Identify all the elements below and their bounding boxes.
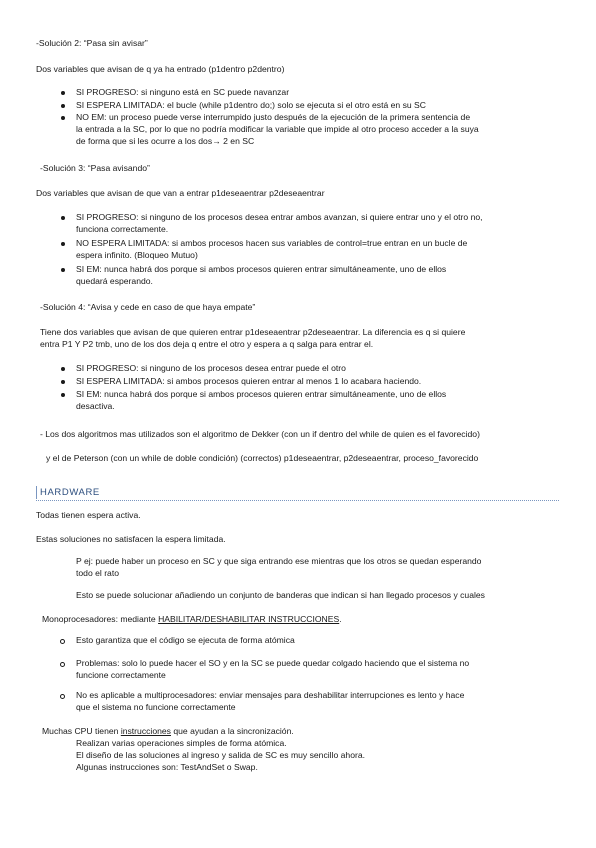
sol4-intro-1: Tiene dos variables que avisan de que quieren entrar p1deseaentrar p2deseaentrar. La diferencia es q si quiere <box>40 327 466 337</box>
hw-circle-1: Esto garantiza que el código se ejecuta de forma atómica <box>76 635 295 645</box>
algos-line-2: y el de Peterson (con un while de doble condición) (correctos) p1deseaentrar, p2deseaentrar, proceso_favorecido <box>46 453 479 463</box>
bullet-dot <box>61 268 65 272</box>
hw-cpu-prefix: Muchas CPU tienen <box>42 726 121 736</box>
heading-text: HARDWARE <box>40 487 100 498</box>
circle-bullet <box>60 662 65 667</box>
hw-mono-prefix: Monoprocesadores: mediante <box>42 614 159 624</box>
hw-mono <box>42 614 342 625</box>
hw-cpu-line-1: Realizan varias operaciones simples de forma atómica. <box>76 738 287 748</box>
sol3-bullet-1-cont: funciona correctamente. <box>76 224 169 234</box>
circle-bullet <box>60 639 65 644</box>
hw-cpu-underlined: instrucciones <box>120 726 171 736</box>
sol2-bullet-3-cont2: de forma que si les ocurre a los dos→ 2 en SC <box>76 136 255 146</box>
hw-mono-underlined: HABILITAR/DESHABILITAR INSTRUCCIONES <box>158 614 340 624</box>
hw-mono-suffix: . <box>339 614 342 624</box>
sol2-bullet-2: SI ESPERA LIMITADA: el bucle (while p1dentro do;) solo se ejecuta si el otro está en su SC <box>76 100 426 110</box>
sol4-bullet-2: SI ESPERA LIMITADA: si ambos procesos quieren entrar al menos 1 lo acabara haciendo. <box>76 376 422 386</box>
hw-cpu-suffix: que ayudan a la sincronización. <box>170 726 294 736</box>
hw-circle-3: No es aplicable a multiprocesadores: enviar mensajes para deshabilitar interrupciones es lento y hace <box>76 690 465 700</box>
hw-indent-1-cont: todo el rato <box>76 568 119 578</box>
hw-p2: Estas soluciones no satisfacen la espera limitada. <box>36 534 226 544</box>
sol4-bullet-3-cont: desactiva. <box>76 401 115 411</box>
sol3-intro: Dos variables que avisan de que van a entrar p1deseaentrar p2deseaentrar <box>36 188 325 198</box>
bullet-dot <box>61 104 65 108</box>
sol4-bullet-1: SI PROGRESO: si ninguno de los procesos desea entrar puede el otro <box>76 363 346 373</box>
sol2-bullet-1: SI PROGRESO: si ninguno está en SC puede navanzar <box>76 87 290 97</box>
bullet-dot <box>61 367 65 371</box>
sol3-bullet-3: SI EM: nunca habrá dos porque si ambos procesos quieren entrar simultáneamente, uno de ellos <box>76 264 447 274</box>
bullet-dot <box>61 216 65 220</box>
hw-cpu-line-2: El diseño de las soluciones al ingreso y salida de SC es muy sencillo ahora. <box>76 750 366 760</box>
sol2-bullet-3-cont: la entrada a la SC, por lo que no podría modificar la variable que impide al otro proceso acceder a la suya <box>76 124 479 134</box>
sol2-intro: Dos variables que avisan de q ya ha entrado (p1dentro p2dentro) <box>36 64 285 74</box>
hw-circle-2: Problemas: solo lo puede hacer el SO y en la SC se puede quedar colgado haciendo que el sistema no <box>76 658 470 668</box>
hw-circle-2-cont: funcione correctamente <box>76 670 166 680</box>
hw-indent-2: Esto se puede solucionar añadiendo un conjunto de banderas que indican si han llegado procesos y cuales <box>76 590 485 600</box>
sol4-intro-2: entra P1 Y P2 tmb, uno de los dos deja q entre el otro y espera a q salga para entrar el. <box>40 339 374 349</box>
sol3-bullet-1: SI PROGRESO: si ninguno de los procesos desea entrar ambos avanzan, si quiere entrar uno y el otro no, <box>76 212 483 222</box>
section-heading-hardware <box>36 486 559 501</box>
sol4-title: -Solución 4: “Avisa y cede en caso de que haya empate” <box>40 302 256 312</box>
sol2-title: -Solución 2: “Pasa sin avisar” <box>36 38 148 48</box>
bullet-dot <box>61 242 65 246</box>
sol4-bullet-3: SI EM: nunca habrá dos porque si ambos procesos quieren entrar simultáneamente, uno de ellos <box>76 389 447 399</box>
hw-cpu <box>42 726 294 737</box>
hw-cpu-line-3: Algunas instrucciones son: TestAndSet o Swap. <box>76 762 258 772</box>
hw-circle-3-cont: que el sistema no funcione correctamente <box>76 702 236 712</box>
bullet-dot <box>61 380 65 384</box>
sol3-title: -Solución 3: “Pasa avisando” <box>40 163 150 173</box>
sol2-bullet-3: NO EM: un proceso puede verse interrumpido justo después de la ejecución de la primera sentencia de <box>76 112 471 122</box>
hw-p1: Todas tienen espera activa. <box>36 510 141 520</box>
sol3-bullet-2: NO ESPERA LIMITADA: si ambos procesos hacen sus variables de control=true entran en un bucle de <box>76 238 468 248</box>
sol3-bullet-3-cont: quedará esperando. <box>76 276 153 286</box>
bullet-dot <box>61 116 65 120</box>
bullet-dot <box>61 393 65 397</box>
sol3-bullet-2-cont: espera infinito. (Bloqueo Mutuo) <box>76 250 198 260</box>
algos-line-1: - Los dos algoritmos mas utilizados son el algoritmo de Dekker (con un if dentro del while de quien es el favorecido) <box>40 429 480 439</box>
bullet-dot <box>61 91 65 95</box>
circle-bullet <box>60 694 65 699</box>
hw-indent-1: P ej: puede haber un proceso en SC y que siga entrando ese mientras que los otros se quedan esperando <box>76 556 482 566</box>
